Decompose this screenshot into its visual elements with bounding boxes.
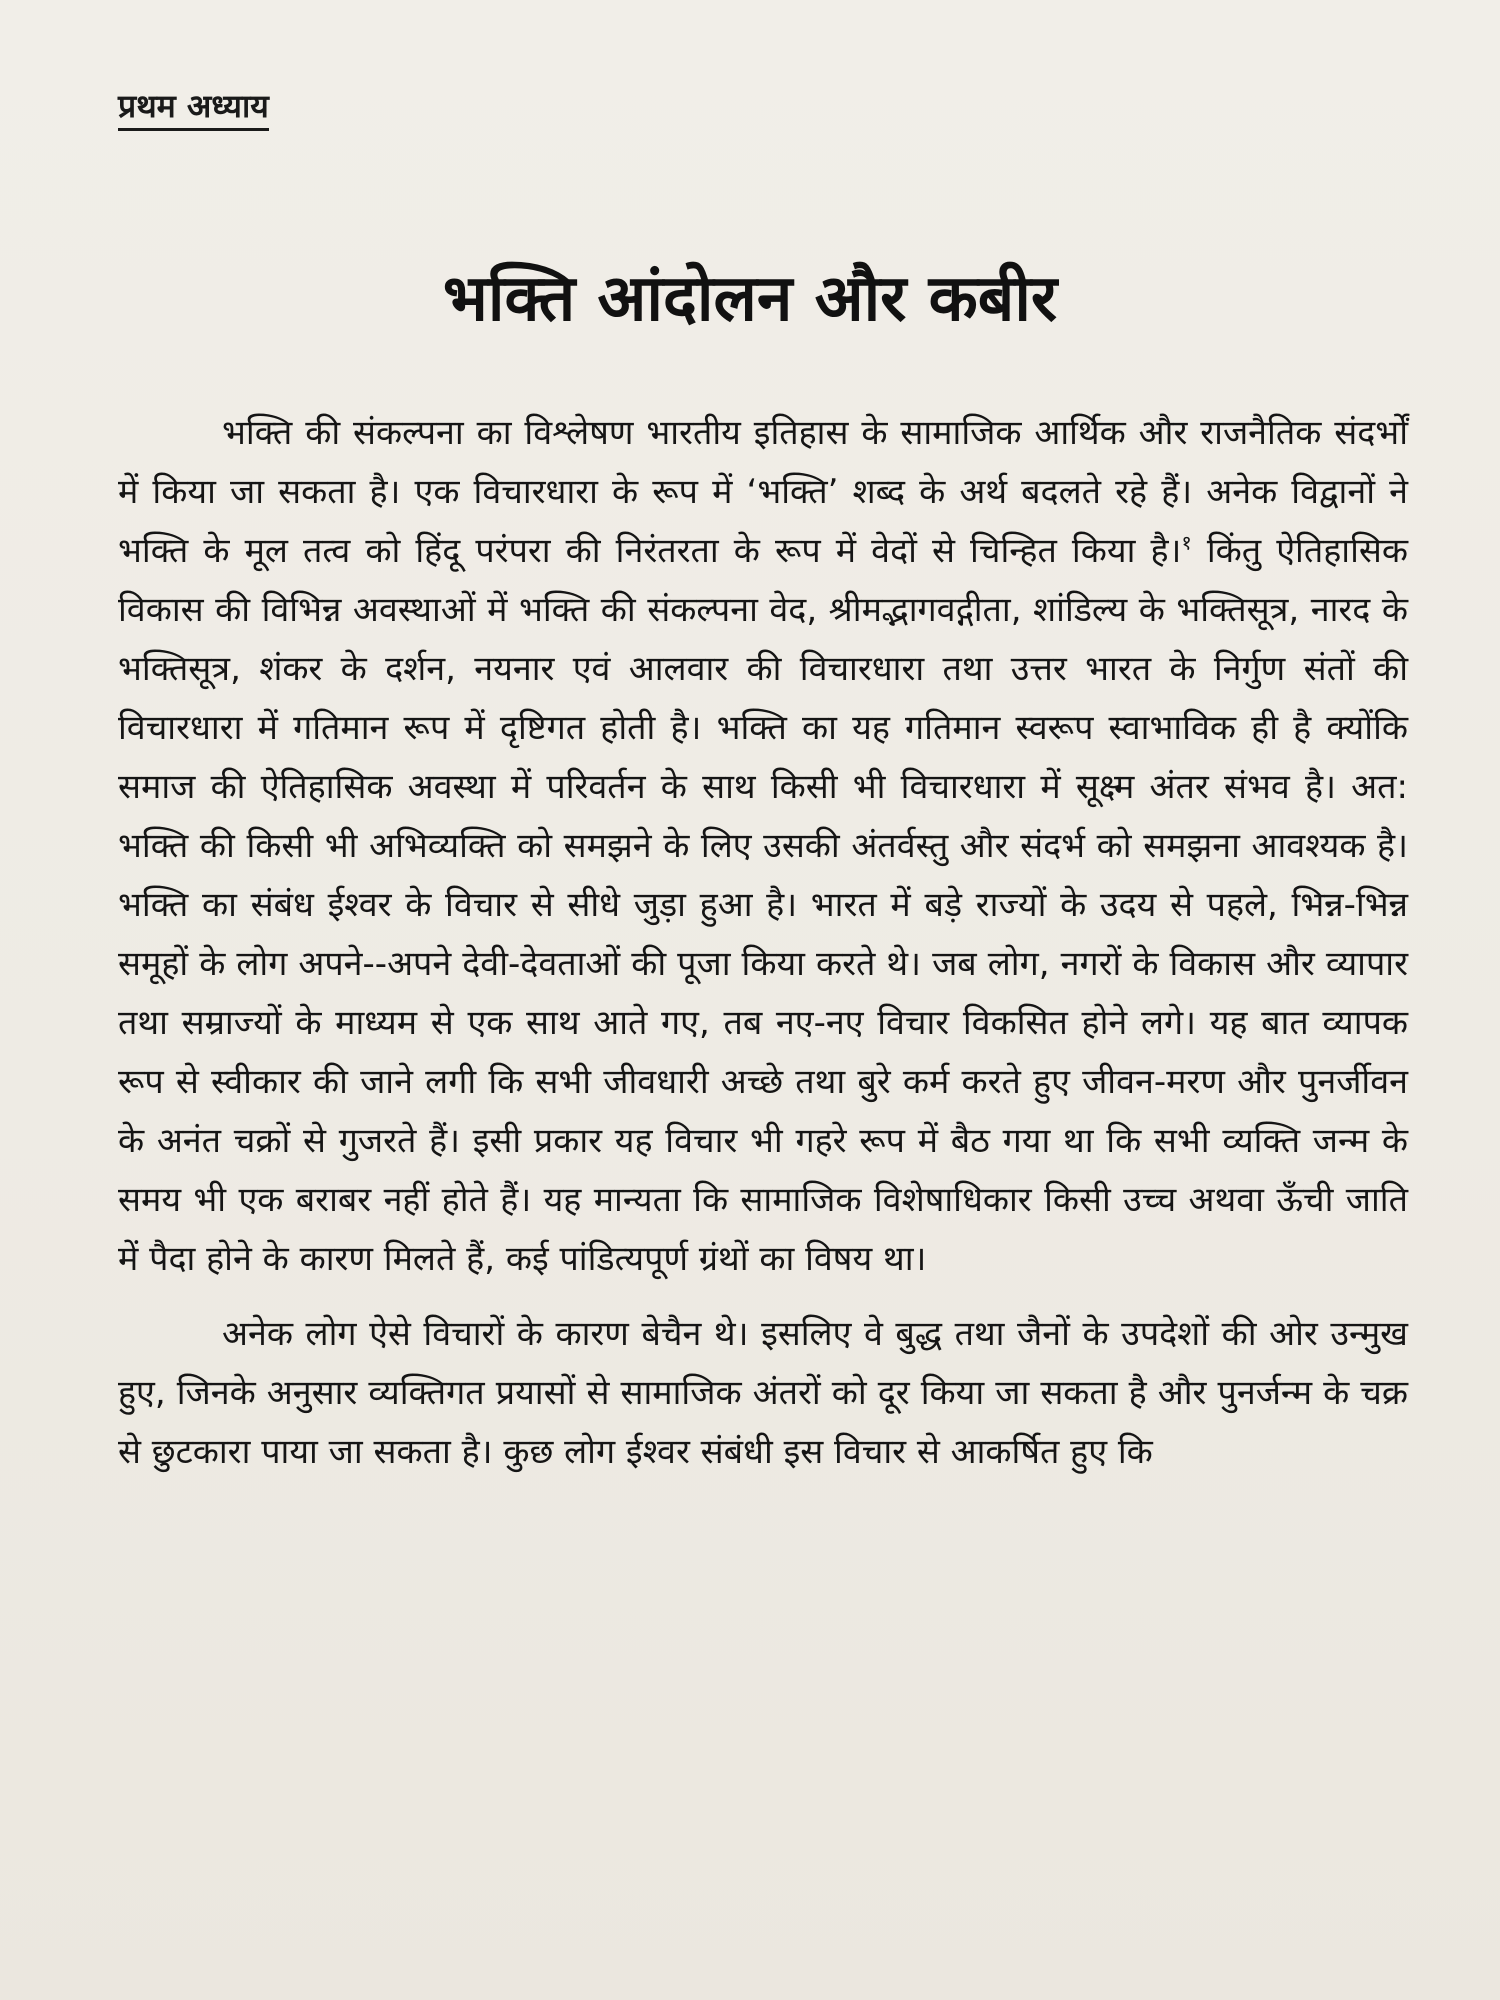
page-title: भक्ति आंदोलन और कबीर [442, 261, 1058, 336]
footnote-reference: १ [1181, 530, 1192, 555]
body-text [118, 404, 1408, 1482]
paragraph-1-text-end: किंतु ऐतिहासिक विकास की विभिन्न अवस्थाओं में भक्ति की संकल्पना वेद, श्रीमद्भागवद्गीता, शांडिल्य के भक्तिसूत्र, नारद के भक्तिसूत्र, शंकर के दर्शन, नयनार एवं आलवार की विचारधारा तथा उत्तर भारत के निर्गुण संतों की विचारधारा में गतिमान रूप में दृष्टिगत होती है। भक्ति का यह गतिमान स्वरूप स्वाभाविक ही है क्योंकि समाज की ऐतिहासिक अवस्था में परिवर्तन के साथ किसी भी विचारधारा में सूक्ष्म अंतर संभव है। अत: भक्ति की किसी भी अभिव्यक्ति को समझने के लिए उसकी अंतर्वस्तु और संदर्भ को समझना आवश्यक है। भक्ति का संबंध ईश्वर के विचार से सीधे जुड़ा हुआ है। भारत में बड़े राज्यों के उदय से पहले, भिन्न-भिन्न समूहों के लोग अपने--अपने देवी-देवताओं की पूजा किया करते थे। जब लोग, नगरों के विकास और व्यापार तथा सम्राज्यों के माध्यम से एक साथ आते गए, तब नए-नए विचार विकसित होने लगे। यह बात व्यापक रूप से स्वीकार की जाने लगी कि सभी जीवधारी अच्छे तथा बुरे कर्म करते हुए जीवन-मरण और पुनर्जीवन के अनंत चक्रों से गुजरते हैं। इसी प्रकार यह विचार भी गहरे रूप में बैठ गया था कि सभी व्यक्ति जन्म के समय भी एक बराबर नहीं होते हैं। यह मान्यता कि सामाजिक विशेषाधिकार किसी उच्च अथवा ऊँची जाति में पैदा होने के कारण मिलते हैं, कई पांडित्यपूर्ण ग्रंथों का विषय था। [118, 531, 1408, 1279]
paragraph-2: अनेक लोग ऐसे विचारों के कारण बेचैन थे। इसलिए वे बुद्ध तथा जैनों के उपदेशों की ओर उन्मुख हुए, जिनके अनुसार व्यक्तिगत प्रयासों से सामाजिक अंतरों को दूर किया जा सकता है और पुनर्जन्म के चक्र से छुटकारा पाया जा सकता है। कुछ लोग ईश्वर संबंधी इस विचार से आकर्षित हुए कि [118, 1314, 1408, 1472]
paragraph-1 [118, 404, 1408, 1289]
chapter-label: प्रथम अध्याय [118, 86, 269, 131]
paragraph-1-text-start: भक्ति की संकल्पना का विश्लेषण भारतीय इतिहास के सामाजिक आर्थिक और राजनैतिक संदर्भों में किया जा सकता है। एक विचारधारा के रूप में ‘भक्ति’ शब्द के अर्थ बदलते रहे हैं। अनेक विद्वानों ने भक्ति के मूल तत्व को हिंदू परंपरा की निरंतरता के रूप में वेदों से चिन्हित किया है। [118, 413, 1408, 571]
